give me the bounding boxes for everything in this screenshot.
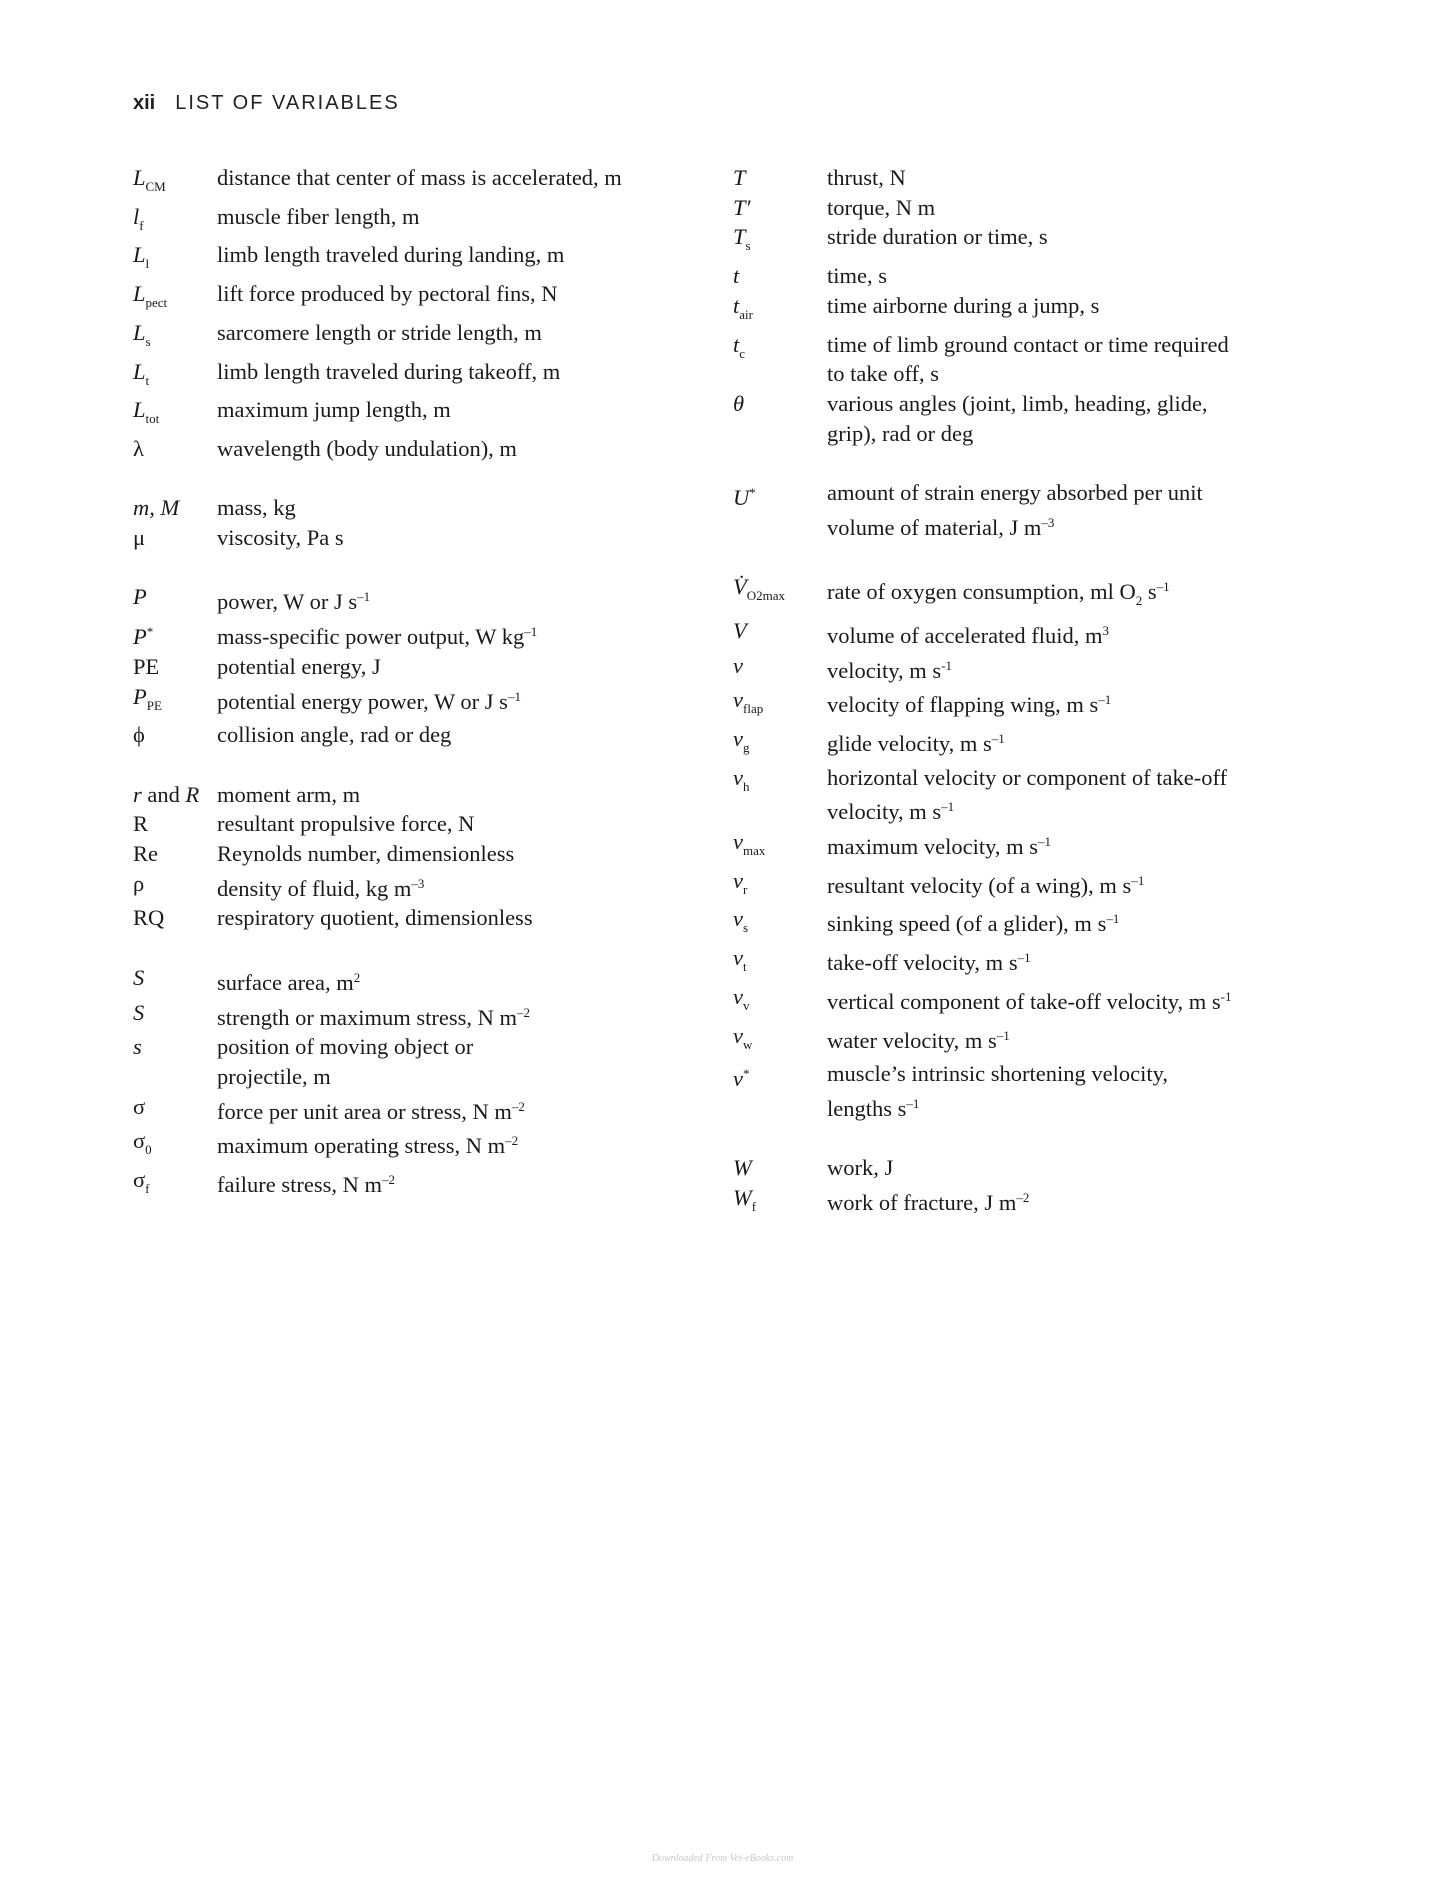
variable-definition bbox=[827, 163, 1293, 193]
definition-line: muscle’s intrinsic shortening velocity, bbox=[827, 1061, 1168, 1087]
definition-line: volume of material, J $m^{-3}$ bbox=[827, 514, 1055, 540]
definition-line: velocity of flapping wing, m $s^{-1}$ bbox=[827, 692, 1112, 718]
variable-entry bbox=[733, 724, 1293, 763]
variable-entry bbox=[733, 616, 1293, 651]
definition-line: lengths $s^{-1}$ bbox=[827, 1095, 920, 1121]
definition-line: glide velocity, m $s^{-1}$ bbox=[827, 730, 1005, 756]
variable-entry bbox=[733, 478, 1293, 542]
variable-definition bbox=[827, 685, 1293, 720]
variable-definition bbox=[217, 582, 693, 617]
variable-definition bbox=[827, 291, 1293, 321]
variable-symbol: T bbox=[733, 165, 746, 190]
variable-symbol: V bbox=[733, 617, 747, 643]
variable-definition bbox=[217, 202, 693, 232]
definition-line: collision angle, rad or deg bbox=[217, 722, 452, 748]
variable-entry bbox=[133, 318, 693, 357]
variable-entry bbox=[733, 651, 1293, 686]
variable-symbol: $l_f$ bbox=[133, 203, 144, 233]
variable-definition bbox=[217, 780, 693, 810]
variable-entry bbox=[133, 434, 693, 464]
variable-symbol: v* bbox=[733, 1066, 750, 1092]
definition-line: potential energy power, W or J $s^{-1}$ bbox=[217, 688, 521, 714]
variable-symbol: $v_t$ bbox=[733, 945, 747, 975]
download-watermark: Downloaded From Vet-eBooks.com bbox=[651, 1853, 794, 1864]
variable-entry bbox=[133, 780, 693, 810]
variable-symbol: ρ bbox=[133, 870, 145, 896]
variable-definition bbox=[217, 1126, 693, 1161]
definition-line: vertical component of take-off velocity, m $s^{-1}$ bbox=[827, 988, 1232, 1014]
variable-definition bbox=[827, 261, 1293, 291]
variable-definition bbox=[217, 963, 693, 998]
variable-entry bbox=[733, 163, 1293, 193]
variable-symbol: θ bbox=[733, 390, 745, 416]
variable-definition bbox=[217, 1032, 693, 1091]
variable-entry bbox=[133, 903, 693, 933]
running-header bbox=[133, 92, 400, 115]
variable-symbol: $v_w$ bbox=[733, 1022, 753, 1052]
variable-definition bbox=[827, 616, 1293, 651]
variable-entry bbox=[733, 1183, 1293, 1222]
variable-definition bbox=[827, 827, 1293, 862]
variable-definition bbox=[217, 652, 693, 682]
variable-symbol: $L_s$ bbox=[133, 319, 151, 349]
variables-column-right bbox=[733, 163, 1293, 1222]
variable-definition bbox=[217, 434, 693, 464]
variable-entry bbox=[733, 389, 1293, 448]
variable-definition bbox=[217, 493, 693, 523]
variable-definition bbox=[827, 982, 1293, 1017]
variable-definition bbox=[217, 869, 693, 904]
definition-line: wavelength (body undulation), m bbox=[217, 435, 517, 461]
variable-entry bbox=[133, 582, 693, 617]
definition-line: muscle fiber length, m bbox=[217, 203, 420, 229]
variable-symbol: m, M bbox=[133, 495, 180, 521]
variable-symbol: $\sigma_f$ bbox=[133, 1167, 150, 1197]
definition-line: velocity, m $s^{-1}$ bbox=[827, 657, 953, 683]
variable-entry bbox=[733, 1153, 1293, 1183]
definition-line: potential energy, J bbox=[217, 653, 381, 679]
variable-symbol: S bbox=[133, 999, 145, 1025]
definition-line: respiratory quotient, dimensionless bbox=[217, 905, 533, 931]
variable-symbol: $v_v$ bbox=[733, 983, 750, 1013]
definition-line: mass, kg bbox=[217, 495, 296, 521]
definition-line: limb length traveled during landing, m bbox=[217, 242, 565, 268]
variable-definition bbox=[217, 318, 693, 348]
variable-entry bbox=[733, 291, 1293, 330]
variable-entry bbox=[133, 963, 693, 998]
definition-line: force per unit area or stress, N $m^{-2}$ bbox=[217, 1098, 525, 1124]
variable-symbol: P bbox=[133, 584, 147, 610]
variable-entry bbox=[733, 685, 1293, 724]
variable-entry bbox=[133, 839, 693, 869]
variable-entry bbox=[133, 720, 693, 750]
variable-definition bbox=[827, 478, 1293, 542]
definition-line: sarcomere length or stride length, m bbox=[217, 319, 542, 345]
variable-entry bbox=[133, 869, 693, 904]
variable-entry bbox=[133, 809, 693, 839]
variable-symbol: U* bbox=[733, 485, 756, 511]
definition-line: torque, N m bbox=[827, 194, 936, 220]
variable-definition bbox=[827, 724, 1293, 759]
variable-definition bbox=[827, 222, 1293, 252]
variable-entry bbox=[733, 330, 1293, 389]
variable-symbol: $T_s$ bbox=[733, 224, 751, 254]
variable-definition bbox=[827, 651, 1293, 686]
variable-definition bbox=[827, 389, 1293, 448]
variable-definition bbox=[217, 279, 693, 309]
variable-definition bbox=[217, 809, 693, 839]
variable-symbol: T′ bbox=[733, 194, 751, 220]
definition-line: horizontal velocity or component of take-off bbox=[827, 764, 1228, 790]
variable-symbol: $v_s$ bbox=[733, 906, 749, 936]
variable-symbol: r and R bbox=[133, 781, 200, 807]
variable-symbol: $L_t$ bbox=[133, 358, 150, 388]
definition-line: take-off velocity, m $s^{-1}$ bbox=[827, 950, 1031, 976]
definition-line: strength or maximum stress, N $m^{-2}$ bbox=[217, 1004, 530, 1030]
variable-definition bbox=[217, 1165, 693, 1200]
variable-symbol: σ bbox=[133, 1093, 146, 1119]
variable-entry bbox=[733, 904, 1293, 943]
variable-definition bbox=[217, 617, 693, 652]
variable-entry bbox=[133, 240, 693, 279]
variable-symbol: $t_{air}$ bbox=[733, 292, 753, 322]
variable-definition bbox=[827, 1021, 1293, 1056]
variable-symbol: $v_g$ bbox=[733, 725, 750, 755]
definition-line: work of fracture, J $m^{-2}$ bbox=[827, 1190, 1030, 1216]
definition-line: distance that center of mass is accelerated, m bbox=[217, 165, 622, 190]
variable-symbol: $W_f$ bbox=[733, 1185, 757, 1215]
variable-entry bbox=[133, 395, 693, 434]
section-title: LIST OF VARIABLES bbox=[175, 92, 400, 114]
variable-entry bbox=[133, 202, 693, 241]
definition-line: limb length traveled during takeoff, m bbox=[217, 358, 561, 384]
variable-symbol: $\sigma_0$ bbox=[133, 1128, 152, 1158]
definition-line: resultant velocity (of a wing), m $s^{-1}$ bbox=[827, 872, 1145, 898]
definition-line: position of moving object or bbox=[217, 1034, 474, 1060]
variable-definition bbox=[217, 395, 693, 425]
variable-symbol: t bbox=[733, 263, 740, 289]
definition-line: volume of accelerated fluid, $m^3$ bbox=[827, 622, 1110, 648]
variable-entry bbox=[733, 193, 1293, 223]
variable-entry bbox=[133, 652, 693, 682]
variable-symbol: λ bbox=[133, 435, 144, 461]
variable-definition bbox=[217, 523, 693, 553]
definition-line: resultant propulsive force, N bbox=[217, 811, 475, 837]
variable-definition bbox=[827, 866, 1293, 901]
variable-entry bbox=[733, 943, 1293, 982]
variable-symbol: $V̇_{O2max}$ bbox=[733, 574, 786, 604]
variable-symbol: $t_c$ bbox=[733, 331, 746, 361]
variable-definition bbox=[217, 240, 693, 270]
variable-entry bbox=[733, 866, 1293, 905]
definition-line: to take off, s bbox=[827, 361, 940, 387]
variable-entry bbox=[733, 222, 1293, 261]
variable-entry bbox=[133, 1092, 693, 1127]
variable-symbol: μ bbox=[133, 525, 146, 551]
variable-definition bbox=[827, 904, 1293, 939]
definition-line: time, s bbox=[827, 263, 887, 289]
variable-symbol: v bbox=[733, 652, 743, 678]
variable-entry bbox=[133, 1126, 693, 1165]
variable-definition bbox=[827, 1153, 1293, 1183]
variable-entry bbox=[133, 998, 693, 1033]
definition-line: time airborne during a jump, s bbox=[827, 292, 1100, 318]
variable-entry bbox=[133, 163, 693, 202]
variable-definition bbox=[827, 943, 1293, 978]
variable-entry bbox=[133, 1165, 693, 1204]
variable-symbol: s bbox=[133, 1034, 142, 1060]
variable-symbol: R bbox=[133, 811, 149, 837]
page-number: xii bbox=[133, 92, 156, 114]
definition-line: water velocity, m $s^{-1}$ bbox=[827, 1027, 1010, 1053]
definition-line: thrust, N bbox=[827, 165, 906, 190]
variable-definition bbox=[827, 763, 1293, 827]
definition-line: lift force produced by pectoral fins, N bbox=[217, 281, 558, 307]
variable-definition bbox=[827, 1059, 1293, 1123]
variable-symbol: $v_{flap}$ bbox=[733, 687, 764, 717]
variable-definition bbox=[217, 720, 693, 750]
definition-line: rate of oxygen consumption, ml $O_2$ $s^{-1}$ bbox=[827, 579, 1170, 609]
definition-line: stride duration or time, s bbox=[827, 224, 1048, 250]
variable-symbol: $L_{CM}$ bbox=[133, 165, 166, 194]
variable-entry bbox=[133, 682, 693, 721]
variable-symbol: $v_h$ bbox=[733, 764, 750, 794]
variable-entry bbox=[133, 617, 693, 652]
variable-entry bbox=[133, 493, 693, 523]
variable-symbol: Re bbox=[133, 841, 158, 867]
definition-line: work, J bbox=[827, 1155, 894, 1181]
variable-symbol: PE bbox=[133, 653, 160, 679]
definition-line: sinking speed (of a glider), m $s^{-1}$ bbox=[827, 911, 1120, 937]
variable-entry bbox=[733, 1059, 1293, 1123]
variable-entry bbox=[733, 572, 1293, 616]
variable-entry bbox=[133, 1032, 693, 1091]
variable-definition bbox=[217, 998, 693, 1033]
variables-column-left bbox=[133, 163, 693, 1204]
variable-entry bbox=[133, 523, 693, 553]
variable-symbol: $L_l$ bbox=[133, 242, 150, 272]
variable-symbol: $P_{PE}$ bbox=[133, 683, 162, 713]
definition-line: mass-specific power output, W $kg^{-1}$ bbox=[217, 624, 538, 650]
variable-definition bbox=[217, 163, 693, 193]
variable-symbol: $L_{tot}$ bbox=[133, 397, 160, 427]
definition-line: maximum velocity, m $s^{-1}$ bbox=[827, 834, 1052, 860]
definition-line: maximum operating stress, N $m^{-2}$ bbox=[217, 1133, 519, 1159]
variable-entry bbox=[733, 982, 1293, 1021]
variable-definition bbox=[827, 1183, 1293, 1218]
definition-line: density of fluid, kg $m^{-3}$ bbox=[217, 875, 425, 901]
definition-line: viscosity, Pa s bbox=[217, 525, 344, 551]
definition-line: amount of strain energy absorbed per unit bbox=[827, 480, 1203, 506]
definition-line: time of limb ground contact or time required bbox=[827, 331, 1229, 357]
variable-symbol: S bbox=[133, 964, 145, 990]
variable-symbol: $L_{pect}$ bbox=[133, 281, 168, 311]
variable-entry bbox=[133, 279, 693, 318]
definition-line: grip), rad or deg bbox=[827, 420, 974, 446]
variable-symbol: RQ bbox=[133, 905, 165, 931]
variable-definition bbox=[217, 839, 693, 869]
definition-line: power, W or J $s^{-1}$ bbox=[217, 589, 371, 615]
definition-line: surface area, $m^2$ bbox=[217, 969, 361, 995]
variable-entry bbox=[133, 357, 693, 396]
definition-line: maximum jump length, m bbox=[217, 397, 451, 423]
variable-definition bbox=[217, 682, 693, 717]
definition-line: moment arm, m bbox=[217, 781, 361, 807]
definition-line: velocity, m $s^{-1}$ bbox=[827, 799, 955, 825]
variable-symbol: ϕ bbox=[133, 722, 145, 748]
variable-definition bbox=[217, 1092, 693, 1127]
variable-entry bbox=[733, 261, 1293, 291]
definition-line: Reynolds number, dimensionless bbox=[217, 841, 515, 867]
definition-line: failure stress, N $m^{-2}$ bbox=[217, 1172, 395, 1198]
variable-definition bbox=[827, 330, 1293, 389]
variable-definition bbox=[217, 357, 693, 387]
variable-entry bbox=[733, 827, 1293, 866]
variable-symbol: W bbox=[733, 1155, 752, 1181]
definition-line: projectile, m bbox=[217, 1063, 331, 1089]
variable-symbol: $v_{max}$ bbox=[733, 829, 766, 859]
variable-definition bbox=[827, 193, 1293, 223]
variable-symbol: P* bbox=[133, 624, 154, 650]
variable-entry bbox=[733, 763, 1293, 827]
variable-entry bbox=[733, 1021, 1293, 1060]
variable-definition bbox=[827, 572, 1293, 616]
definition-line: various angles (joint, limb, heading, glide, bbox=[827, 390, 1208, 416]
variable-symbol: $v_r$ bbox=[733, 867, 748, 897]
variable-definition bbox=[217, 903, 693, 933]
